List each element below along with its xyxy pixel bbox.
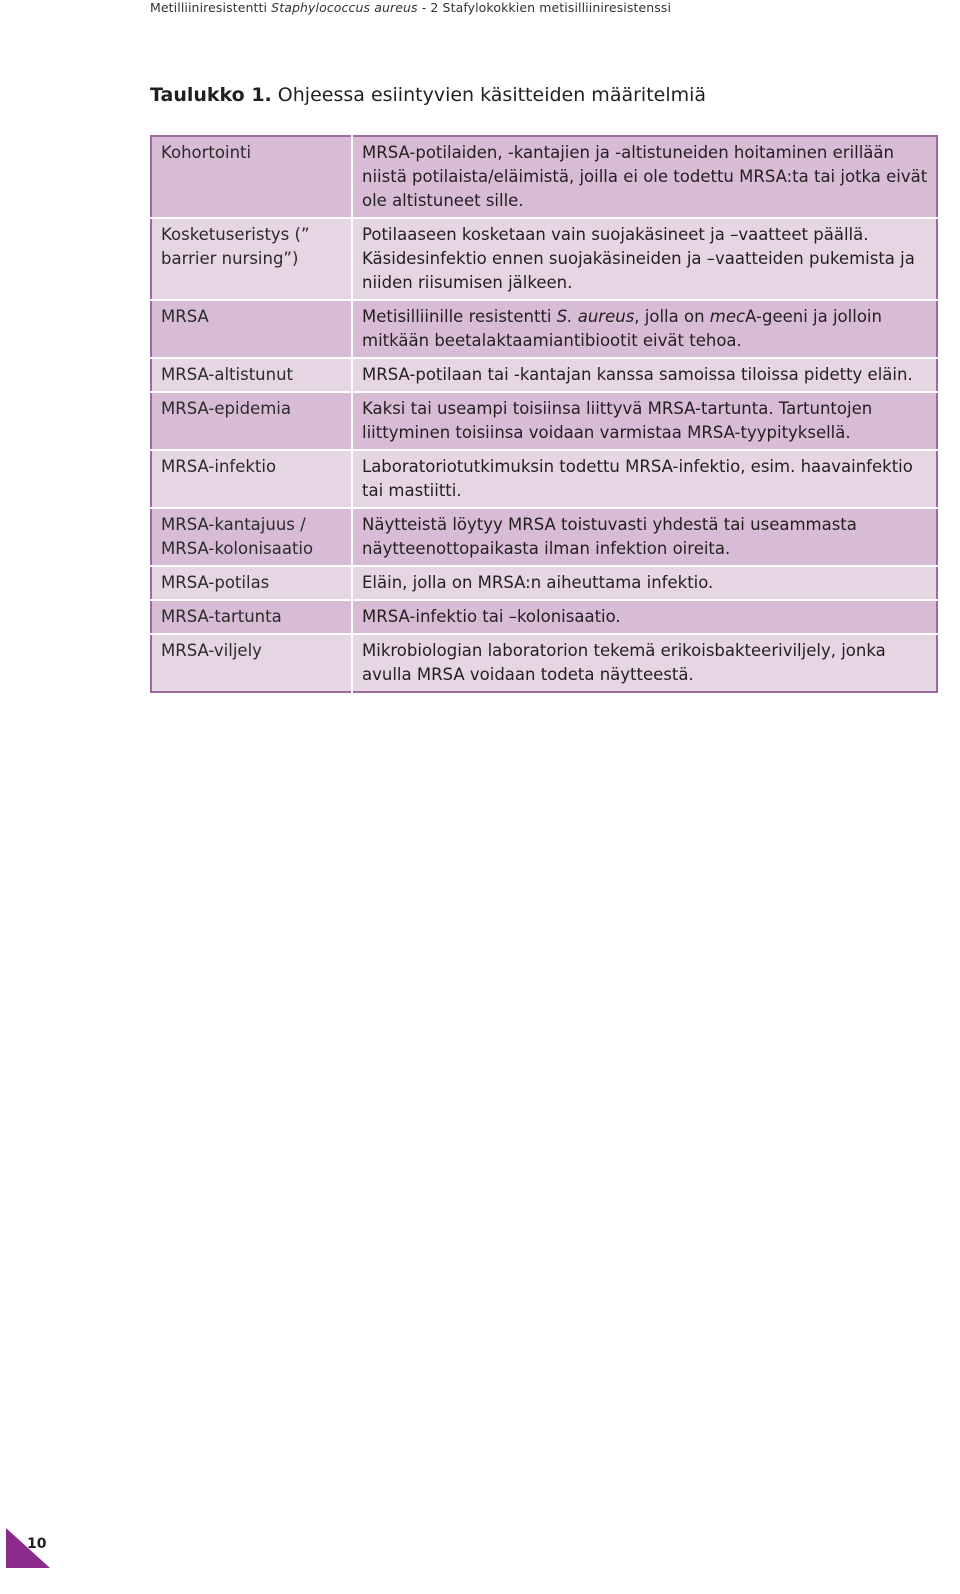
definition-text: Laboratoriotutkimuksin todettu MRSA-infektio, esim. haavainfektio tai mastiitti. [362, 457, 913, 500]
term-cell: Kosketuseristys (” barrier nursing”) [151, 218, 352, 300]
definition-text: A-geeni ja jolloin mitkään beetalaktaamiantibiootit eivät tehoa. [362, 307, 882, 350]
table-row [151, 358, 937, 392]
table-row [151, 566, 937, 600]
running-header-species: Staphylococcus aureus [271, 0, 418, 15]
definition-cell [352, 600, 937, 634]
term-cell: MRSA-potilas [151, 566, 352, 600]
corner-accent-icon [0, 1522, 60, 1582]
definition-text: Eläin, jolla on MRSA:n aiheuttama infektio. [362, 573, 714, 592]
definition-cell [352, 634, 937, 692]
table-caption-label: Taulukko 1. [150, 84, 272, 106]
page-number: 10 [27, 1536, 47, 1552]
table-row [151, 136, 937, 218]
term-cell: MRSA-tartunta [151, 600, 352, 634]
term-cell: MRSA [151, 300, 352, 358]
definition-cell [352, 300, 937, 358]
table-caption [150, 84, 706, 106]
table-row [151, 634, 937, 692]
term-cell: MRSA-kantajuus / MRSA-kolonisaatio [151, 508, 352, 566]
definitions-table-body [151, 136, 937, 692]
definition-cell [352, 218, 937, 300]
definition-cell [352, 566, 937, 600]
table-caption-text: Ohjeessa esiintyvien käsitteiden määritelmiä [271, 84, 707, 106]
definition-italic-text: S. aureus [556, 307, 635, 326]
definition-cell [352, 508, 937, 566]
table-row [151, 450, 937, 508]
definition-cell [352, 136, 937, 218]
table-row [151, 600, 937, 634]
definition-text: Metisilliinille resistentti [362, 307, 557, 326]
definition-text: MRSA-potilaiden, -kantajien ja -altistuneiden hoitaminen erillään niistä potilaista/eläimistä, joilla ei ole todettu MRSA:ta tai jotka eivät ole altistuneet sille. [362, 143, 928, 210]
term-cell: MRSA-viljely [151, 634, 352, 692]
definition-text: Mikrobiologian laboratorion tekemä erikoisbakteeriviljely, jonka avulla MRSA voidaan todeta näytteestä. [362, 641, 886, 684]
running-header-part1: Metilliiniresistentti [150, 0, 272, 15]
definition-cell [352, 392, 937, 450]
table-row [151, 300, 937, 358]
definition-text: , jolla on [634, 307, 710, 326]
definition-cell [352, 358, 937, 392]
definition-text: MRSA-infektio tai –kolonisaatio. [362, 607, 621, 626]
table-row [151, 508, 937, 566]
definition-italic-text: mec [709, 307, 746, 326]
term-cell: MRSA-altistunut [151, 358, 352, 392]
definition-text: MRSA-potilaan tai -kantajan kanssa samoissa tiloissa pidetty eläin. [362, 365, 913, 384]
definition-cell [352, 450, 937, 508]
definition-text: Kaksi tai useampi toisiinsa liittyvä MRSA-tartunta. Tartuntojen liittyminen toisiinsa voidaan varmistaa MRSA-tyypityksellä. [362, 399, 873, 442]
definitions-table [150, 135, 938, 693]
term-cell: MRSA-epidemia [151, 392, 352, 450]
table-row [151, 392, 937, 450]
running-header [150, 0, 671, 15]
running-header-part2: - 2 Stafylokokkien metisilliiniresistenssi [417, 0, 672, 15]
definition-text: Näytteistä löytyy MRSA toistuvasti yhdestä tai useammasta näytteenottopaikasta ilman infektion oireita. [362, 515, 857, 558]
term-cell: Kohortointi [151, 136, 352, 218]
definition-text: Potilaaseen kosketaan vain suojakäsineet ja –vaatteet päällä. Käsidesinfektio ennen suojakäsineiden ja –vaatteiden pukemista ja niiden riisumisen jälkeen. [362, 225, 915, 292]
term-cell: MRSA-infektio [151, 450, 352, 508]
table-row [151, 218, 937, 300]
